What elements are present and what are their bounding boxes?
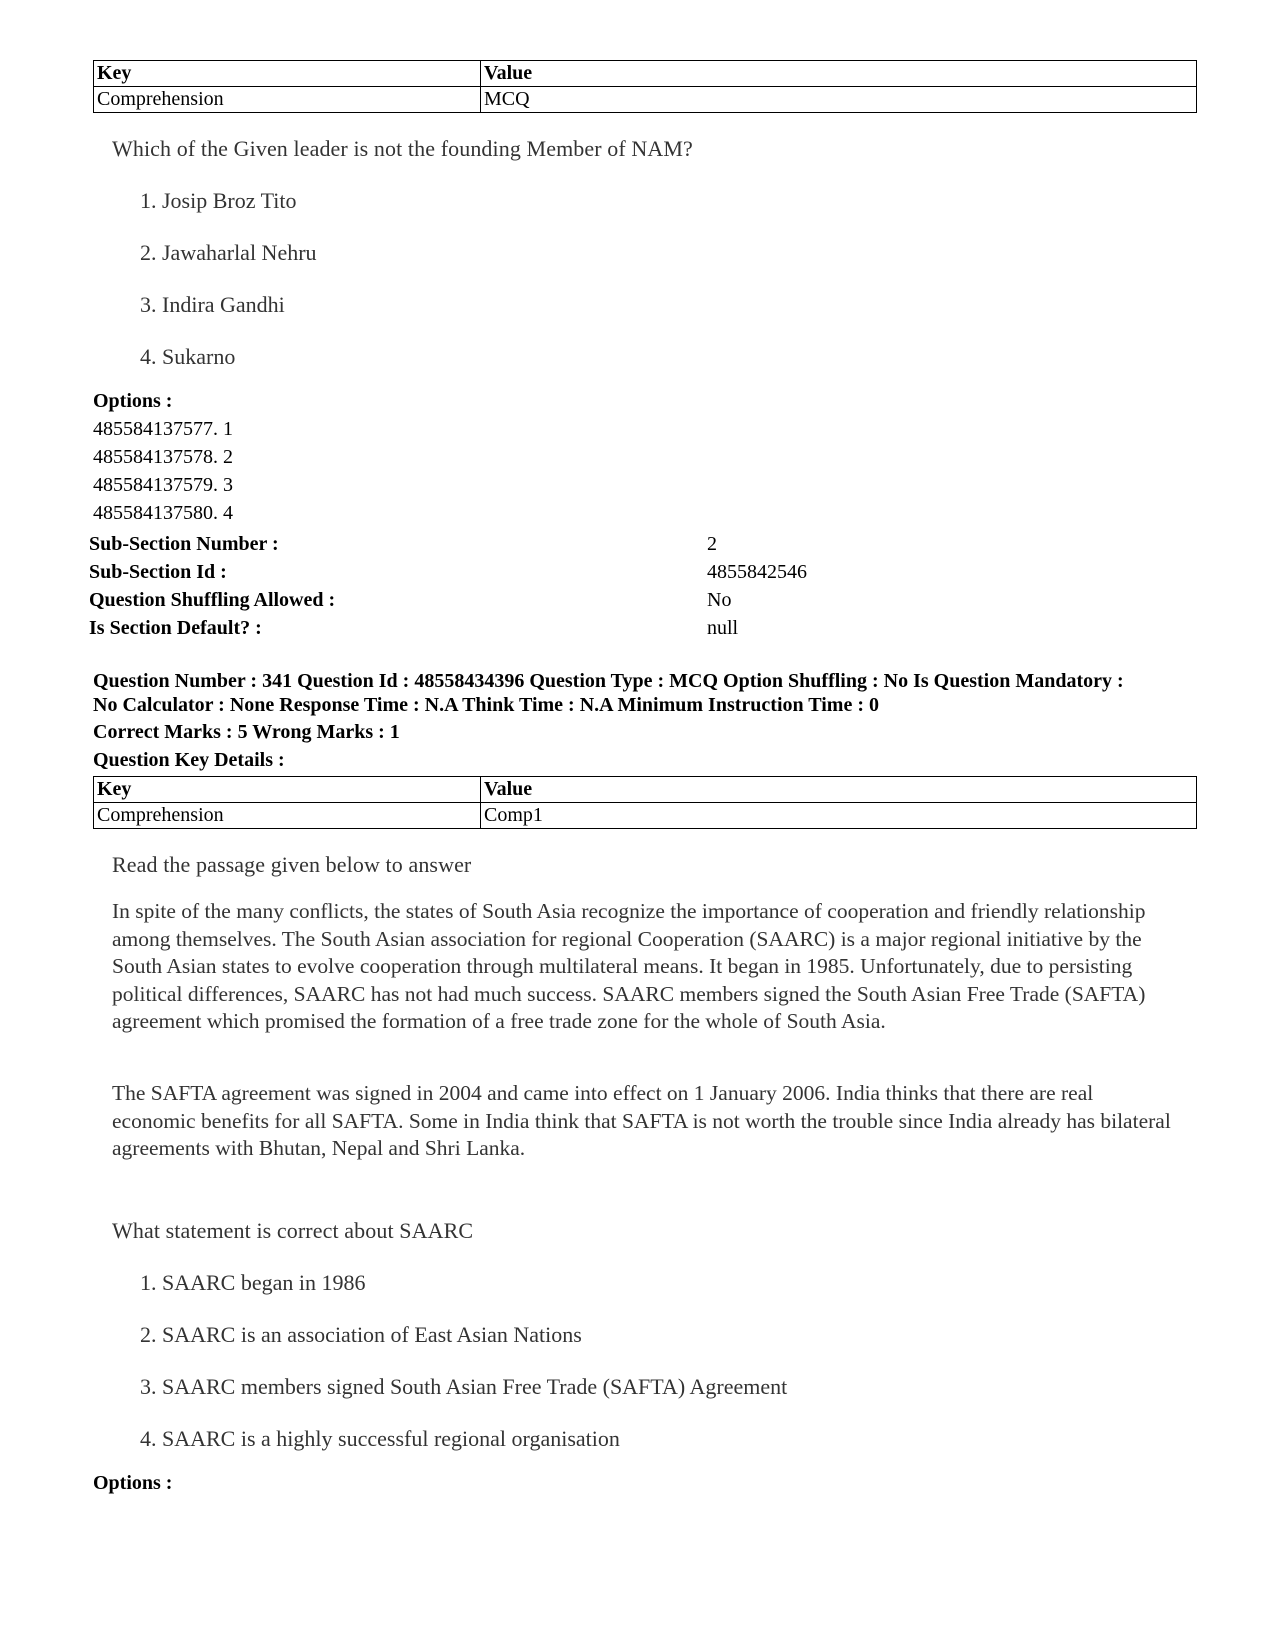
meta-row [89,617,1189,645]
choice-item [140,1426,620,1452]
options-label: Options : [93,390,173,412]
choice-text: SAARC members signed South Asian Free Trade (SAFTA) Agreement [162,1374,788,1399]
choice-text: Sukarno [162,344,236,369]
choice-text: SAARC began in 1986 [162,1270,366,1295]
choice-number: 4. [140,1426,157,1451]
choice-number: 2. [140,1322,157,1347]
choice-text: Jawaharlal Nehru [162,240,317,265]
meta-label: Sub-Section Id : [89,561,227,583]
meta-label: Is Section Default? : [89,617,262,639]
table-cell-value: MCQ [481,87,1197,113]
key-value-table-2 [93,776,1197,829]
choice-number: 4. [140,344,157,369]
key-details-label: Question Key Details : [93,749,285,771]
table-cell-key: Comprehension [94,803,481,829]
table-header-row [94,777,1197,803]
choice-item [140,344,235,370]
choice-item [140,292,285,318]
meta-value: null [707,617,739,639]
options-label: Options : [93,1472,173,1494]
meta-label: Question Shuffling Allowed : [89,589,336,611]
meta-value: No [707,589,732,611]
choice-number: 2. [140,240,157,265]
table-cell-key: Comprehension [94,87,481,113]
passage-paragraph-2: The SAFTA agreement was signed in 2004 and came into effect on 1 January 2006. India thinks that there are real economic benefits for all SAFTA. Some in India think that SAFTA is not worth the trouble since India already has bilateral agreements with Bhutan, Nepal and Shri Lanka. [112,1081,1171,1160]
table-header-key: Key [94,61,481,87]
meta-row [89,589,1189,617]
choice-text: Indira Gandhi [162,292,285,317]
question-header-line-2: No Calculator : None Response Time : N.A Think Time : N.A Minimum Instruction Time : 0 [93,694,879,716]
meta-row [89,561,1189,589]
table-row [94,803,1197,829]
question-1-text: Which of the Given leader is not the founding Member of NAM? [112,136,693,161]
question-2-text: What statement is correct about SAARC [112,1218,474,1243]
meta-row [89,533,1189,561]
option-id: 485584137578. 2 [93,446,233,468]
marks-line: Correct Marks : 5 Wrong Marks : 1 [93,721,400,743]
choice-number: 3. [140,1374,157,1399]
choice-item [140,240,317,266]
choice-number: 1. [140,188,157,213]
meta-value: 4855842546 [707,561,807,583]
key-value-table-1 [93,60,1197,113]
choice-text: SAARC is an association of East Asian Nations [162,1322,582,1347]
choice-number: 3. [140,292,157,317]
option-id: 485584137580. 4 [93,502,233,524]
table-header-key: Key [94,777,481,803]
choice-item [140,188,297,214]
choice-item [140,1322,582,1348]
passage-paragraph-1: In spite of the many conflicts, the states of South Asia recognize the importance of cooperation and friendly relationship among themselves. The South Asian association for regional Cooperation (SAARC) is a major regional initiative by the South Asian states to evolve cooperation through multilateral means. It began in 1985. Unfortunately, due to persisting political differences, SAARC has not had much success. SAARC members signed the South Asian Free Trade (SAFTA) agreement which promised the formation of a free trade zone for the whole of South Asia. [112,899,1146,1033]
choice-text: Josip Broz Tito [162,188,297,213]
choice-item [140,1270,366,1296]
meta-label: Sub-Section Number : [89,533,279,555]
table-row [94,87,1197,113]
option-id: 485584137577. 1 [93,418,233,440]
table-header-value: Value [481,61,1197,87]
meta-value: 2 [707,533,717,555]
choice-text: SAARC is a highly successful regional organisation [162,1426,620,1451]
table-header-value: Value [481,777,1197,803]
table-cell-value: Comp1 [481,803,1197,829]
choice-item [140,1374,787,1400]
question-header-line-1: Question Number : 341 Question Id : 48558434396 Question Type : MCQ Option Shuffling : No Is Question Mandatory : [93,670,1124,692]
passage-intro: Read the passage given below to answer [112,852,472,877]
option-id: 485584137579. 3 [93,474,233,496]
table-header-row [94,61,1197,87]
choice-number: 1. [140,1270,157,1295]
